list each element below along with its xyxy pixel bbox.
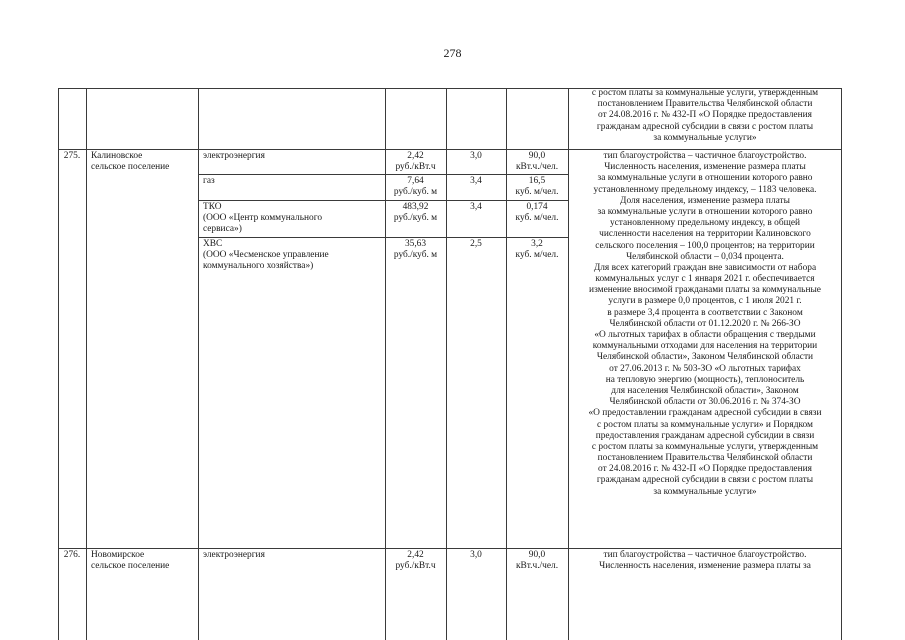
row-number: 276. <box>63 550 81 560</box>
settlement-name: Калиновское сельское поселение <box>91 151 170 173</box>
service-norm: 90,0 кВт.ч./чел. <box>515 151 559 173</box>
row-number: 275. <box>63 151 81 161</box>
row-description: тип благоустройства – частичное благоустройство. Численность населения, изменение размера платы за <box>599 550 811 572</box>
service-name: газ <box>203 176 215 186</box>
service-tariff: 2,42 руб./кВт.ч <box>395 151 436 173</box>
service-norm: 0,174 куб. м/чел. <box>515 202 559 224</box>
service-name: электроэнергия <box>203 550 265 560</box>
service-name: электроэнергия <box>203 151 265 161</box>
service-percent: 3,0 <box>470 151 482 161</box>
service-name: ТКО (ООО «Центр коммунального сервиса») <box>203 202 323 235</box>
service-percent: 3,0 <box>470 550 482 560</box>
service-percent: 2,5 <box>470 239 482 249</box>
service-norm: 16,5 куб. м/чел. <box>515 176 559 198</box>
service-norm: 3,2 куб. м/чел. <box>515 239 559 261</box>
service-norm: 90,0 кВт.ч./чел. <box>515 550 559 572</box>
service-tariff: 35,63 руб./куб. м <box>393 239 438 261</box>
service-percent: 3,4 <box>470 202 482 212</box>
page-number: 278 <box>443 46 462 60</box>
service-name: ХВС (ООО «Чесменское управление коммунального хозяйства») <box>203 239 329 272</box>
top-description: с ростом платы за коммунальные услуги, утвержденным постановлением Правительства Челябинской области от 24.08.2016 г. № 432-П «О Порядке предоставления гражданам адресной субсидии в связи с ростом платы за коммунальные услуги» <box>591 88 819 143</box>
service-tariff: 483,92 руб./куб. м <box>393 202 438 224</box>
row-description: тип благоустройства – частичное благоустройство. Численность населения, изменение размера платы за коммунальные услуги в отношении которого равно установленному предельному индексу, – 1183 человека. Доля населения, изменение размера платы за коммунальные услуги в отношении которого равно установленному предельному индексу, в общей численности населения на территории Калиновского сельского поселения – 100,0 процентов; на территории Челябинской области – 0,034 процента. Для всех категорий граждан вне зависимости от набора коммунальных услуг с 1 января 2021 г. обеспечивается изменение вносимой гражданами платы за коммунальные услуги в размере 0,0 процентов, с 1 июля 2021 г. в размере 3,4 процента в соответствии с Законом Челябинской области от 01.12.2020 г. № 266-ЗО «О льготных тарифах в области обращения с твердыми коммунальными отходами для населения на территории Челябинской области», Законом Челябинской области от 27.06.2013 г. № 503-ЗО «О льготных тарифах на тепловую энергию (мощность), теплоноситель для населения Челябинской области», Законом Челябинской области от 30.06.2016 г. № 374-ЗО «О предоставлении гражданам адресной субсидии в связи с ростом платы за коммунальные услуги» и Порядком предоставления гражданам адресной субсидии в связи с ростом платы за коммунальные услуги, утвержденным постановлением Правительства Челябинской области от 24.08.2016 г. № 432-П «О Порядке предоставления гражданам адресной субсидии в связи с ростом платы за коммунальные услуги» <box>588 151 822 497</box>
service-tariff: 7,64 руб./куб. м <box>393 176 438 198</box>
service-percent: 3,4 <box>470 176 482 186</box>
settlement-name: Новомирское сельское поселение <box>91 550 170 572</box>
service-tariff: 2,42 руб./кВт.ч <box>395 550 436 572</box>
